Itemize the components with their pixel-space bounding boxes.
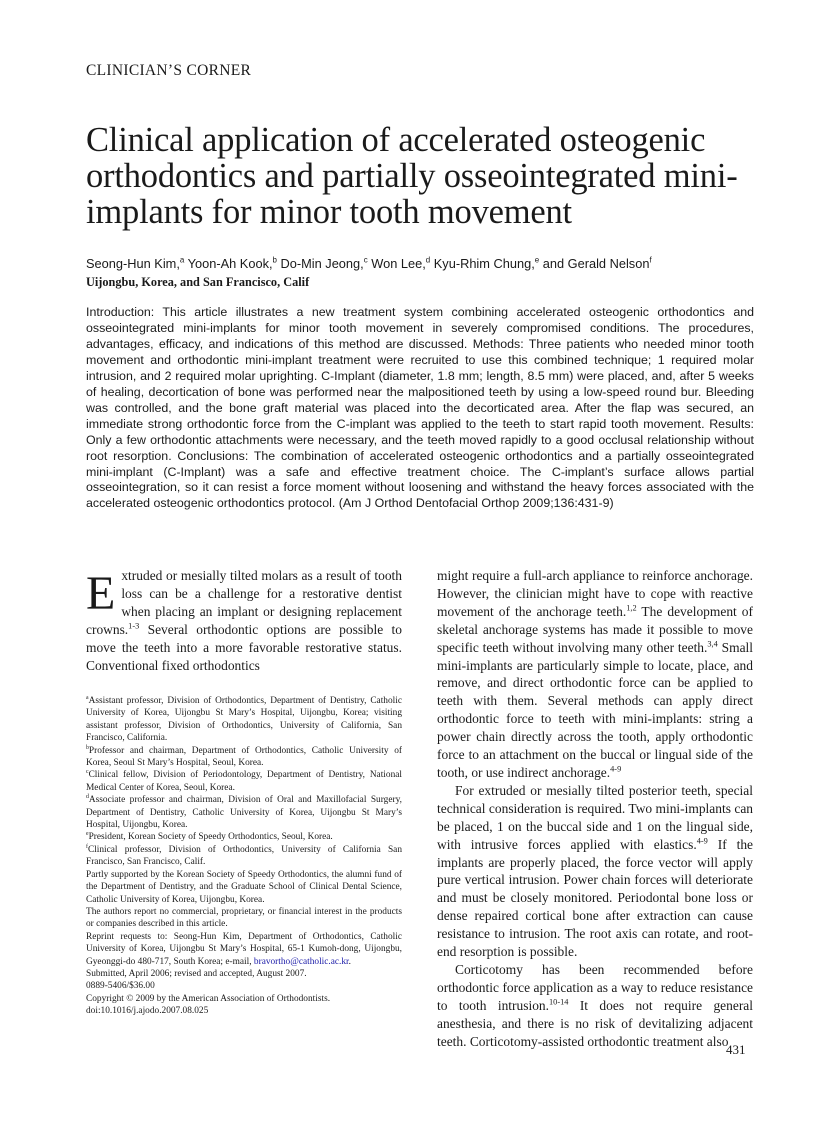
citation: 10-14	[549, 997, 569, 1007]
body-left-column	[86, 567, 402, 674]
author-mark: f	[649, 255, 652, 265]
submitted-note: Submitted, April 2006; revised and accepted, August 2007.	[86, 968, 307, 979]
author: Seong-Hun Kim,	[86, 256, 180, 271]
footnote: $^c$Clinical fellow, Division of Periodontology, Department of Dentistry, National Medical Center of Korea, Seoul, Korea.	[86, 769, 402, 793]
footnote: $^d$Associate professor and chairman, Division of Oral and Maxillofacial Surgery, Department of Dentistry, Catholic University of Korea, Uijongbu St Mary’s Hospital, Uijongbu, Korea.	[86, 794, 402, 831]
body-paragraph	[86, 567, 402, 674]
author-mark: e	[534, 255, 540, 265]
author: Kyu-Rhim Chung,	[433, 256, 535, 271]
footnote: $^f$Clinical professor, Division of Orthodontics, University of California San Francisco, San Francisco, Calif.	[86, 843, 402, 868]
author-list	[86, 256, 766, 271]
author: Yoon-Ah Kook,	[187, 256, 273, 271]
email-link[interactable]: bravortho@catholic.ac.kr	[253, 956, 349, 967]
author-mark: d	[425, 255, 431, 265]
author: Do-Min Jeong,	[280, 256, 364, 271]
footnote-mark: d	[86, 794, 89, 801]
issn: 0889-5406/$36.00	[86, 981, 155, 992]
author-mark: c	[363, 255, 368, 265]
conflict-note: The authors report no commercial, proprietary, or financial interest in the products or companies described in this article.	[86, 906, 402, 930]
body-right-column	[437, 567, 753, 1050]
affiliation-line: Uijongbu, Korea, and San Francisco, Calif	[86, 275, 310, 289]
footnote-mark: a	[86, 694, 89, 701]
footnote-mark: c	[86, 769, 89, 776]
citation: 4-9	[696, 836, 708, 846]
footnote: $^b$Professor and chairman, Department of Orthodontics, Catholic University of Korea, Seoul St Mary’s Hospital, Seoul, Korea.	[86, 744, 402, 769]
abstract: Introduction: This article illustrates a new treatment system combining accelerated osteogenic orthodontics and osseointegrated mini-implants for minor tooth movement in severely compromised conditions. The procedures, advantages, efficacy, and indications of this method are discussed. Methods: Three patients who needed minor tooth movement and orthodontic mini-implant treatment were recruited to use this combined technique; 1 required molar intrusion, and 2 required molar uprighting. C-Implant (diameter, 1.8 mm; length, 8.5 mm) were placed, and, after 5 weeks of healing, decortication of bone was performed near the malpositioned teeth by using a low-speed round bur. Bleeding was controlled, and the bone graft material was placed into the decorticated area. After the flap was secured, an immediate strong orthodontic force from the C-implant was applied to the teeth to start rapid tooth movement. Results: Only a few orthodontic attachments were necessary, and the teeth moved rapidly to a good occlusal relationship without root resorption. Conclusions: The combination of accelerated osteogenic orthodontics and a partially osseointegrated mini-implant (C-Implant) was a safe and effective treatment choice. The C-implant’s surface allows partial osseointegration, so it can resist a force moment without loosening and withstand the heavy forces associated with the accelerated osteogenic orthodontics protocol. (Am J Orthod Dentofacial Orthop 2009;136:431-9)	[86, 305, 754, 511]
citation: 4-9	[610, 764, 622, 774]
funding-note: Partly supported by the Korean Society of Speedy Orthodontics, the alumni fund of the Department of Dentistry, and the Graduate School of Clinical Dental Science, Catholic University of Korea, Uijongbu, Korea.	[86, 869, 402, 905]
citation: 3,4	[707, 639, 718, 649]
body-paragraph: For extruded or mesially tilted posterior teeth, special technical consideration is required. Two mini-implants can be placed, 1 on the buccal side and 1 on the lingual side, with intrusive forces applied with elastics.$^{4-9}$ If the implants are properly placed, the force vector will apply pure vertical intrusion. Power chain forces will deteriorate and must be closely monitored. Periodontal bone loss or dense repaired cortical bone after extraction can cause resistance to intrusion. The root axis can rotate, and root-end resorption is possible.	[437, 782, 753, 960]
citation: 1-3	[128, 621, 140, 631]
author-mark: b	[272, 255, 277, 265]
paragraph-text: Several orthodontic options are possible to move the teeth into a more favorable restorative status. Conventional fixed orthodontics	[86, 621, 402, 673]
footnote-mark: e	[86, 831, 89, 838]
footnote: $^a$Assistant professor, Division of Orthodontics, Department of Dentistry, Catholic University of Korea, Uijongbu St Mary’s Hospital, Uijongbu, Korea; visiting assistant professor, Division of Orthodontics, University of California, San Francisco, California.	[86, 694, 402, 744]
body-paragraph: might require a full-arch appliance to reinforce anchorage. However, the clinician might have to cope with reactive movement of the anchorage teeth.$^{1,2}$ The development of skeletal anchorage systems has made it possible to move specific teeth without involving many other teeth.$^{3,4}$ Small mini-implants are particularly simple to locate, place, and remove, and direct orthodontic force can be applied to teeth with them. Several methods can apply direct orthodontic force to teeth with mini-implants: string a power chain directly across the tooth, apply orthodontic force to an attachment on the buccal or lingual side of the tooth, or use indirect anchorage.$^{4-9}$	[437, 568, 754, 780]
author: Won Lee,	[371, 256, 426, 271]
article-title: Clinical application of accelerated osteogenic orthodontics and partially osseointegrated mini-implants for minor tooth movement	[86, 121, 738, 231]
copyright: Copyright © 2009 by the American Association of Orthodontists.	[86, 993, 331, 1004]
citation: 1,2	[626, 603, 637, 613]
drop-cap: E	[86, 567, 116, 620]
body-paragraph: Corticotomy has been recommended before orthodontic force application as a way to reduce resistance to tooth intrusion.$^{10-14}$ It does not require general anesthesia, and there is no risk of devitalizing adjacent teeth. Corticotomy-assisted orthodontic treatment also	[437, 961, 753, 1049]
footnote-mark: f	[86, 843, 88, 850]
footnote-mark: b	[86, 744, 89, 751]
author: and Gerald Nelson	[542, 256, 650, 271]
section-label: CLINICIAN’S CORNER	[86, 62, 252, 79]
page-number: 431	[726, 1042, 746, 1057]
footnote: $^e$President, Korean Society of Speedy Orthodontics, Seoul, Korea.	[86, 831, 333, 843]
paragraph-text: xtruded or mesially tilted molars as a result of tooth loss can be a challenge for a restorative dentist when placing an implant or designing replacement crowns.	[86, 568, 402, 637]
author-mark: a	[179, 255, 185, 265]
reprint-note: Reprint requests to: Seong-Hun Kim, Department of Orthodontics, Catholic University of Korea, Uijongbu St Mary’s Hospital, 65-1 Kumoh-dong, Uijongbu, Gyeonggi-do 480-717, South Korea; e-mail, bravortho@catholic.ac.kr.	[86, 931, 402, 967]
doi: doi:10.1016/j.ajodo.2007.08.025	[86, 1006, 209, 1017]
footnotes	[86, 695, 402, 1018]
